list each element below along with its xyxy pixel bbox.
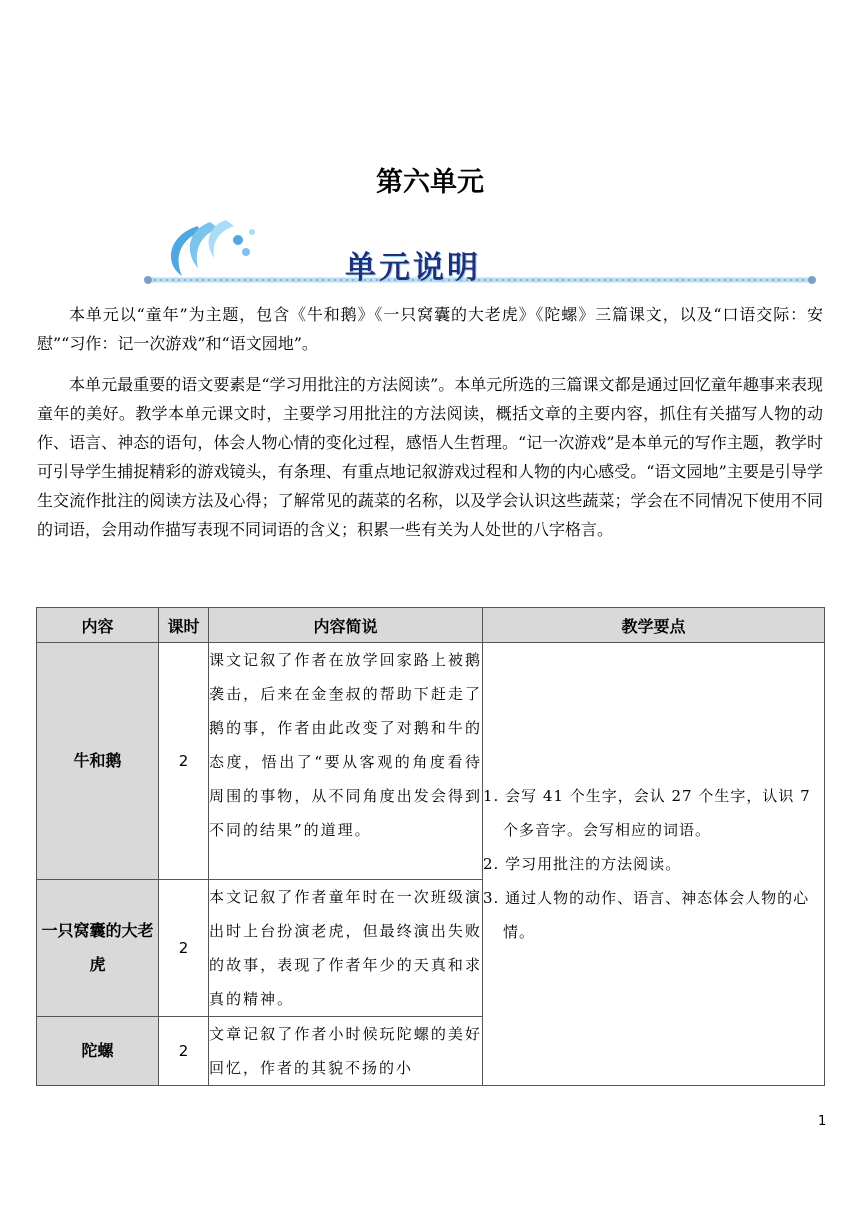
- lesson-name: 陀螺: [37, 1017, 159, 1086]
- lesson-summary: 文章记叙了作者小时候玩陀螺的美好回忆，作者的其貌不扬的小: [209, 1017, 483, 1086]
- intro-paragraph-2: 本单元最重要的语文要素是“学习用批注的方法阅读”。本单元所选的三篇课文都是通过回忆童年趣事来表现童年的美好。教学本单元课文时，主要学习用批注的方法阅读，概括文章的主要内容，抓住有关描写人物的动作、语言、神态的语句，体会人物心情的变化过程，感悟人生哲理。“记一次游戏”是本单元的写作主题，教学时可引导学生捕捉精彩的游戏镜头，有条理、有重点地记叙游戏过程和人物的内心感受。“语文园地”主要是引导学生交流作批注的阅读方法及心得；了解常见的蔬菜的名称，以及学会认识这些蔬菜；学会在不同情况下使用不同的词语，会用动作描写表现不同词语的含义；积累一些有关为人处世的八字格言。: [37, 375, 823, 539]
- teaching-point: 1. 会写 41 个生字，会认 27 个生字，认识 7 个多音字。会写相应的词语。: [483, 787, 811, 839]
- header-summary: 内容简说: [209, 608, 483, 643]
- header-content: 内容: [37, 608, 159, 643]
- lesson-summary: 课文记叙了作者在放学回家路上被鹅袭击，后来在金奎叔的帮助下赶走了鹅的事，作者由此改变了对鹅和牛的态度，悟出了“要从客观的角度看待周围的事物，从不同角度出发会得到不同的结果”的道理。: [209, 643, 483, 880]
- teaching-point: 3. 通过人物的动作、语言、神态体会人物的心情。: [483, 889, 810, 941]
- teaching-points-cell: [483, 643, 825, 1086]
- lesson-summary: 本文记叙了作者童年时在一次班级演出时上台扮演老虎，但最终演出失败的故事，表现了作者年少的天真和求真的精神。: [209, 880, 483, 1017]
- header-hours: 课时: [159, 608, 209, 643]
- page-title: 第六单元: [376, 167, 484, 198]
- header-teaching-points: 教学要点: [483, 608, 825, 643]
- lesson-hours: 2: [159, 643, 209, 880]
- banner-title: 单元说明: [345, 250, 481, 286]
- intro-paragraph-1: 本单元以“童年”为主题，包含《牛和鹅》《一只窝囊的大老虎》《陀螺》三篇课文，以及“口语交际：安慰”“习作：记一次游戏”和“语文园地”。: [37, 305, 823, 353]
- page-number: 1: [818, 1114, 827, 1129]
- lesson-hours: 2: [159, 1017, 209, 1086]
- unit-description-banner: [140, 218, 820, 290]
- lesson-table: [36, 607, 825, 1086]
- teaching-point: 2. 学习用批注的方法阅读。: [483, 855, 682, 873]
- table-header-row: [37, 608, 825, 643]
- lesson-name: 牛和鹅: [37, 643, 159, 880]
- table-row: [37, 643, 825, 880]
- lesson-name: 一只窝囊的大老虎: [37, 880, 159, 1017]
- lesson-hours: 2: [159, 880, 209, 1017]
